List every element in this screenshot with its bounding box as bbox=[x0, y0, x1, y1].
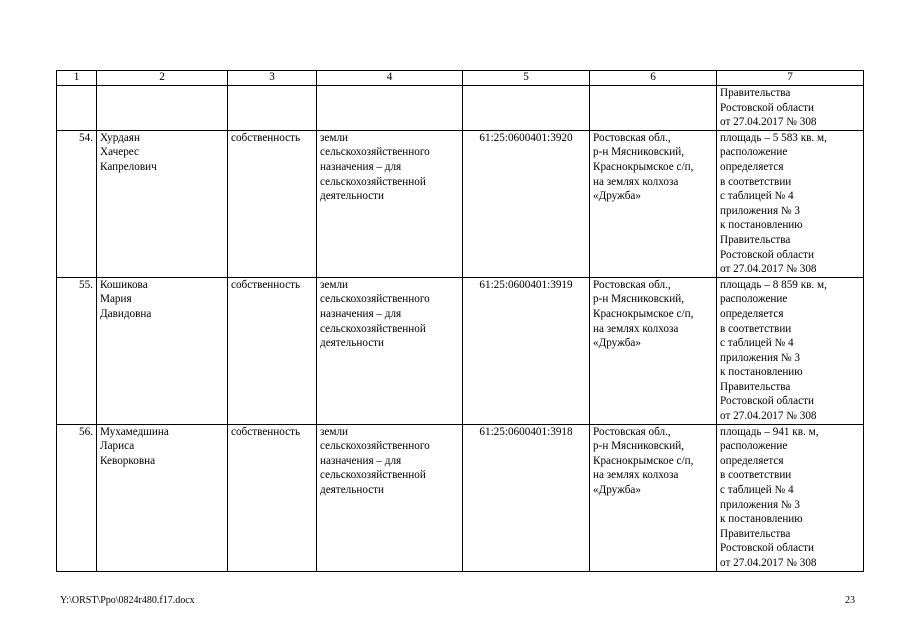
page-number: 23 bbox=[845, 595, 855, 606]
table-row bbox=[57, 277, 864, 424]
continuation-row bbox=[57, 86, 864, 131]
details-cell: площадь – 5 583 кв. м, расположение определяется в соответствии с таблицей № 4 приложения № 3 к постановлению Правительства Ростовской области от 27.04.2017 № 308 bbox=[717, 130, 864, 277]
row-number-cell: 54. bbox=[57, 130, 97, 277]
cadastral-number-cell: 61:25:0600401:3920 bbox=[463, 130, 590, 277]
land-category-cell: земли сельскохозяйственного назначения – для сельскохозяйственной деятельности bbox=[317, 424, 463, 571]
address-cell: Ростовская обл., р-н Мясниковский, Краснокрымское с/п, на землях колхоза «Дружба» bbox=[590, 277, 717, 424]
row-number-cell: 56. bbox=[57, 424, 97, 571]
ownership-right-cell: собственность bbox=[228, 424, 317, 571]
empty-cell bbox=[590, 86, 717, 131]
details-cell: площадь – 941 кв. м, расположение определяется в соответствии с таблицей № 4 приложения № 3 к постановлению Правительства Ростовской области от 27.04.2017 № 308 bbox=[717, 424, 864, 571]
table-row bbox=[57, 130, 864, 277]
cadastral-number-cell: 61:25:0600401:3918 bbox=[463, 424, 590, 571]
owner-name-cell: Кошикова Мария Давидовна bbox=[97, 277, 228, 424]
land-category-cell: земли сельскохозяйственного назначения – для сельскохозяйственной деятельности bbox=[317, 277, 463, 424]
column-header: 6 bbox=[590, 71, 717, 86]
address-cell: Ростовская обл., р-н Мясниковский, Краснокрымское с/п, на землях колхоза «Дружба» bbox=[590, 130, 717, 277]
empty-cell bbox=[317, 86, 463, 131]
empty-cell bbox=[57, 86, 97, 131]
empty-cell bbox=[463, 86, 590, 131]
row-number-cell: 55. bbox=[57, 277, 97, 424]
column-header: 4 bbox=[317, 71, 463, 86]
land-category-cell: земли сельскохозяйственного назначения – для сельскохозяйственной деятельности bbox=[317, 130, 463, 277]
details-cell: площадь – 8 859 кв. м, расположение определяется в соответствии с таблицей № 4 приложения № 3 к постановлению Правительства Ростовской области от 27.04.2017 № 308 bbox=[717, 277, 864, 424]
ownership-right-cell: собственность bbox=[228, 130, 317, 277]
column-header: 3 bbox=[228, 71, 317, 86]
empty-cell bbox=[97, 86, 228, 131]
column-numbers-row bbox=[57, 71, 864, 86]
details-cell: Правительства Ростовской области от 27.04.2017 № 308 bbox=[717, 86, 864, 131]
column-header: 7 bbox=[717, 71, 864, 86]
owner-name-cell: Хурдаян Хачерес Капрелович bbox=[97, 130, 228, 277]
document-file-path: Y:\ORST\Ppo\0824r480.f17.docx bbox=[60, 595, 195, 606]
land-plots-table bbox=[56, 70, 864, 572]
table-row bbox=[57, 424, 864, 571]
ownership-right-cell: собственность bbox=[228, 277, 317, 424]
empty-cell bbox=[228, 86, 317, 131]
column-header: 1 bbox=[57, 71, 97, 86]
owner-name-cell: Мухамедшина Лариса Кеворковна bbox=[97, 424, 228, 571]
address-cell: Ростовская обл., р-н Мясниковский, Краснокрымское с/п, на землях колхоза «Дружба» bbox=[590, 424, 717, 571]
cadastral-number-cell: 61:25:0600401:3919 bbox=[463, 277, 590, 424]
column-header: 5 bbox=[463, 71, 590, 86]
column-header: 2 bbox=[97, 71, 228, 86]
